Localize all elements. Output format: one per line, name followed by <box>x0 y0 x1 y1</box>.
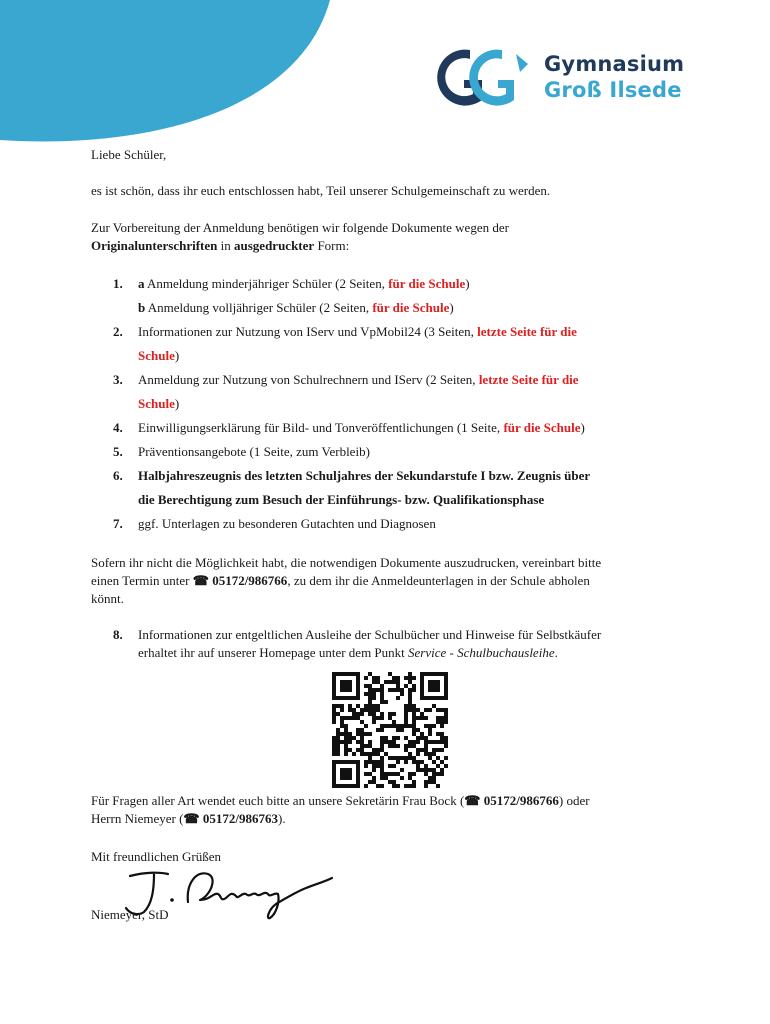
school-logo <box>430 42 685 112</box>
signer-name: Niemeyer, StD <box>91 907 169 922</box>
phone-icon: ☎ <box>183 811 200 826</box>
list-item-6: 6. Halbjahreszeugnis des letzten Schuljahres der Sekundarstufe I bzw. Zeugnis über die Berechtigung zum Besuch der Einführungs- bzw. Qualifikationsphase <box>113 468 591 507</box>
phone-number-bock: 05172/986766 <box>483 793 559 808</box>
school-name-line2: Groß Ilsede <box>544 78 682 102</box>
phone-icon: ☎ <box>192 573 209 588</box>
closing: Mit freundlichen Grüßen <box>91 849 221 864</box>
school-name-line1: Gymnasium <box>544 52 685 76</box>
document-list <box>113 272 673 536</box>
list-item-1a: 1. a Anmeldung minderjähriger Schüler (2 Seiten, für die Schule) <box>113 276 470 291</box>
list-item-2: 2. Informationen zur Nutzung von IServ und VpMobil24 (3 Seiten, letzte Seite für die Schule) <box>113 324 577 363</box>
phone-number-niemeyer: 05172/986763 <box>202 811 278 826</box>
greeting: Liebe Schüler, <box>91 147 167 162</box>
list-item-7: 7. ggf. Unterlagen zu besonderen Gutachten und Diagnosen <box>113 516 436 531</box>
printing-line3: könnt. <box>91 591 124 606</box>
list-item-5: 5. Präventionsangebote (1 Seite, zum Verbleib) <box>113 444 370 459</box>
list-item-8: 8. Informationen zur entgeltlichen Ausleihe der Schulbücher und Hinweise für Selbstkäufer erhaltet ihr auf unserer Homepage unter dem Punkt Service - Schulbuchausleihe. <box>113 627 602 660</box>
printing-line1: Sofern ihr nicht die Möglichkeit habt, die notwendigen Dokumente auszudrucken, vereinbart bitte <box>91 555 602 570</box>
phone-icon: ☎ <box>464 793 481 808</box>
preparation-line2: Originalunterschriften in ausgedruckter Form: <box>91 238 350 253</box>
homepage-section-link: Service - Schulbuchausleihe <box>408 645 555 660</box>
corner-arc-decoration <box>0 0 330 150</box>
logo-mark-icon <box>430 42 530 112</box>
phone-number-main: 05172/986766 <box>212 573 288 588</box>
list-item-3: 3. Anmeldung zur Nutzung von Schulrechnern und IServ (2 Seiten, letzte Seite für die Schule) <box>113 372 579 411</box>
printing-paragraph <box>91 554 691 608</box>
preparation-line1: Zur Vorbereitung der Anmeldung benötigen wir folgende Dokumente wegen der <box>91 220 509 235</box>
intro-paragraph: es ist schön, dass ihr euch entschlossen habt, Teil unserer Schulgemeinschaft zu werden. <box>91 183 551 198</box>
preparation-paragraph <box>91 219 691 255</box>
list-item-4: 4. Einwilligungserklärung für Bild- und Tonveröffentlichungen (1 Seite, für die Schule) <box>113 420 585 435</box>
printing-line2: einen Termin unter ☎ 05172/986766, zu dem ihr die Anmeldeunterlagen in der Schule abholen <box>91 573 590 588</box>
qr-code <box>330 672 450 788</box>
list-item-1b: b Anmeldung volljähriger Schüler (2 Seiten, für die Schule) <box>138 300 454 315</box>
questions-paragraph: Für Fragen aller Art wendet euch bitte an unsere Sekretärin Frau Bock (☎ 05172/986766) oder Herrn Niemeyer (☎ 05172/986763). <box>91 793 590 826</box>
qr-modules <box>332 672 448 788</box>
